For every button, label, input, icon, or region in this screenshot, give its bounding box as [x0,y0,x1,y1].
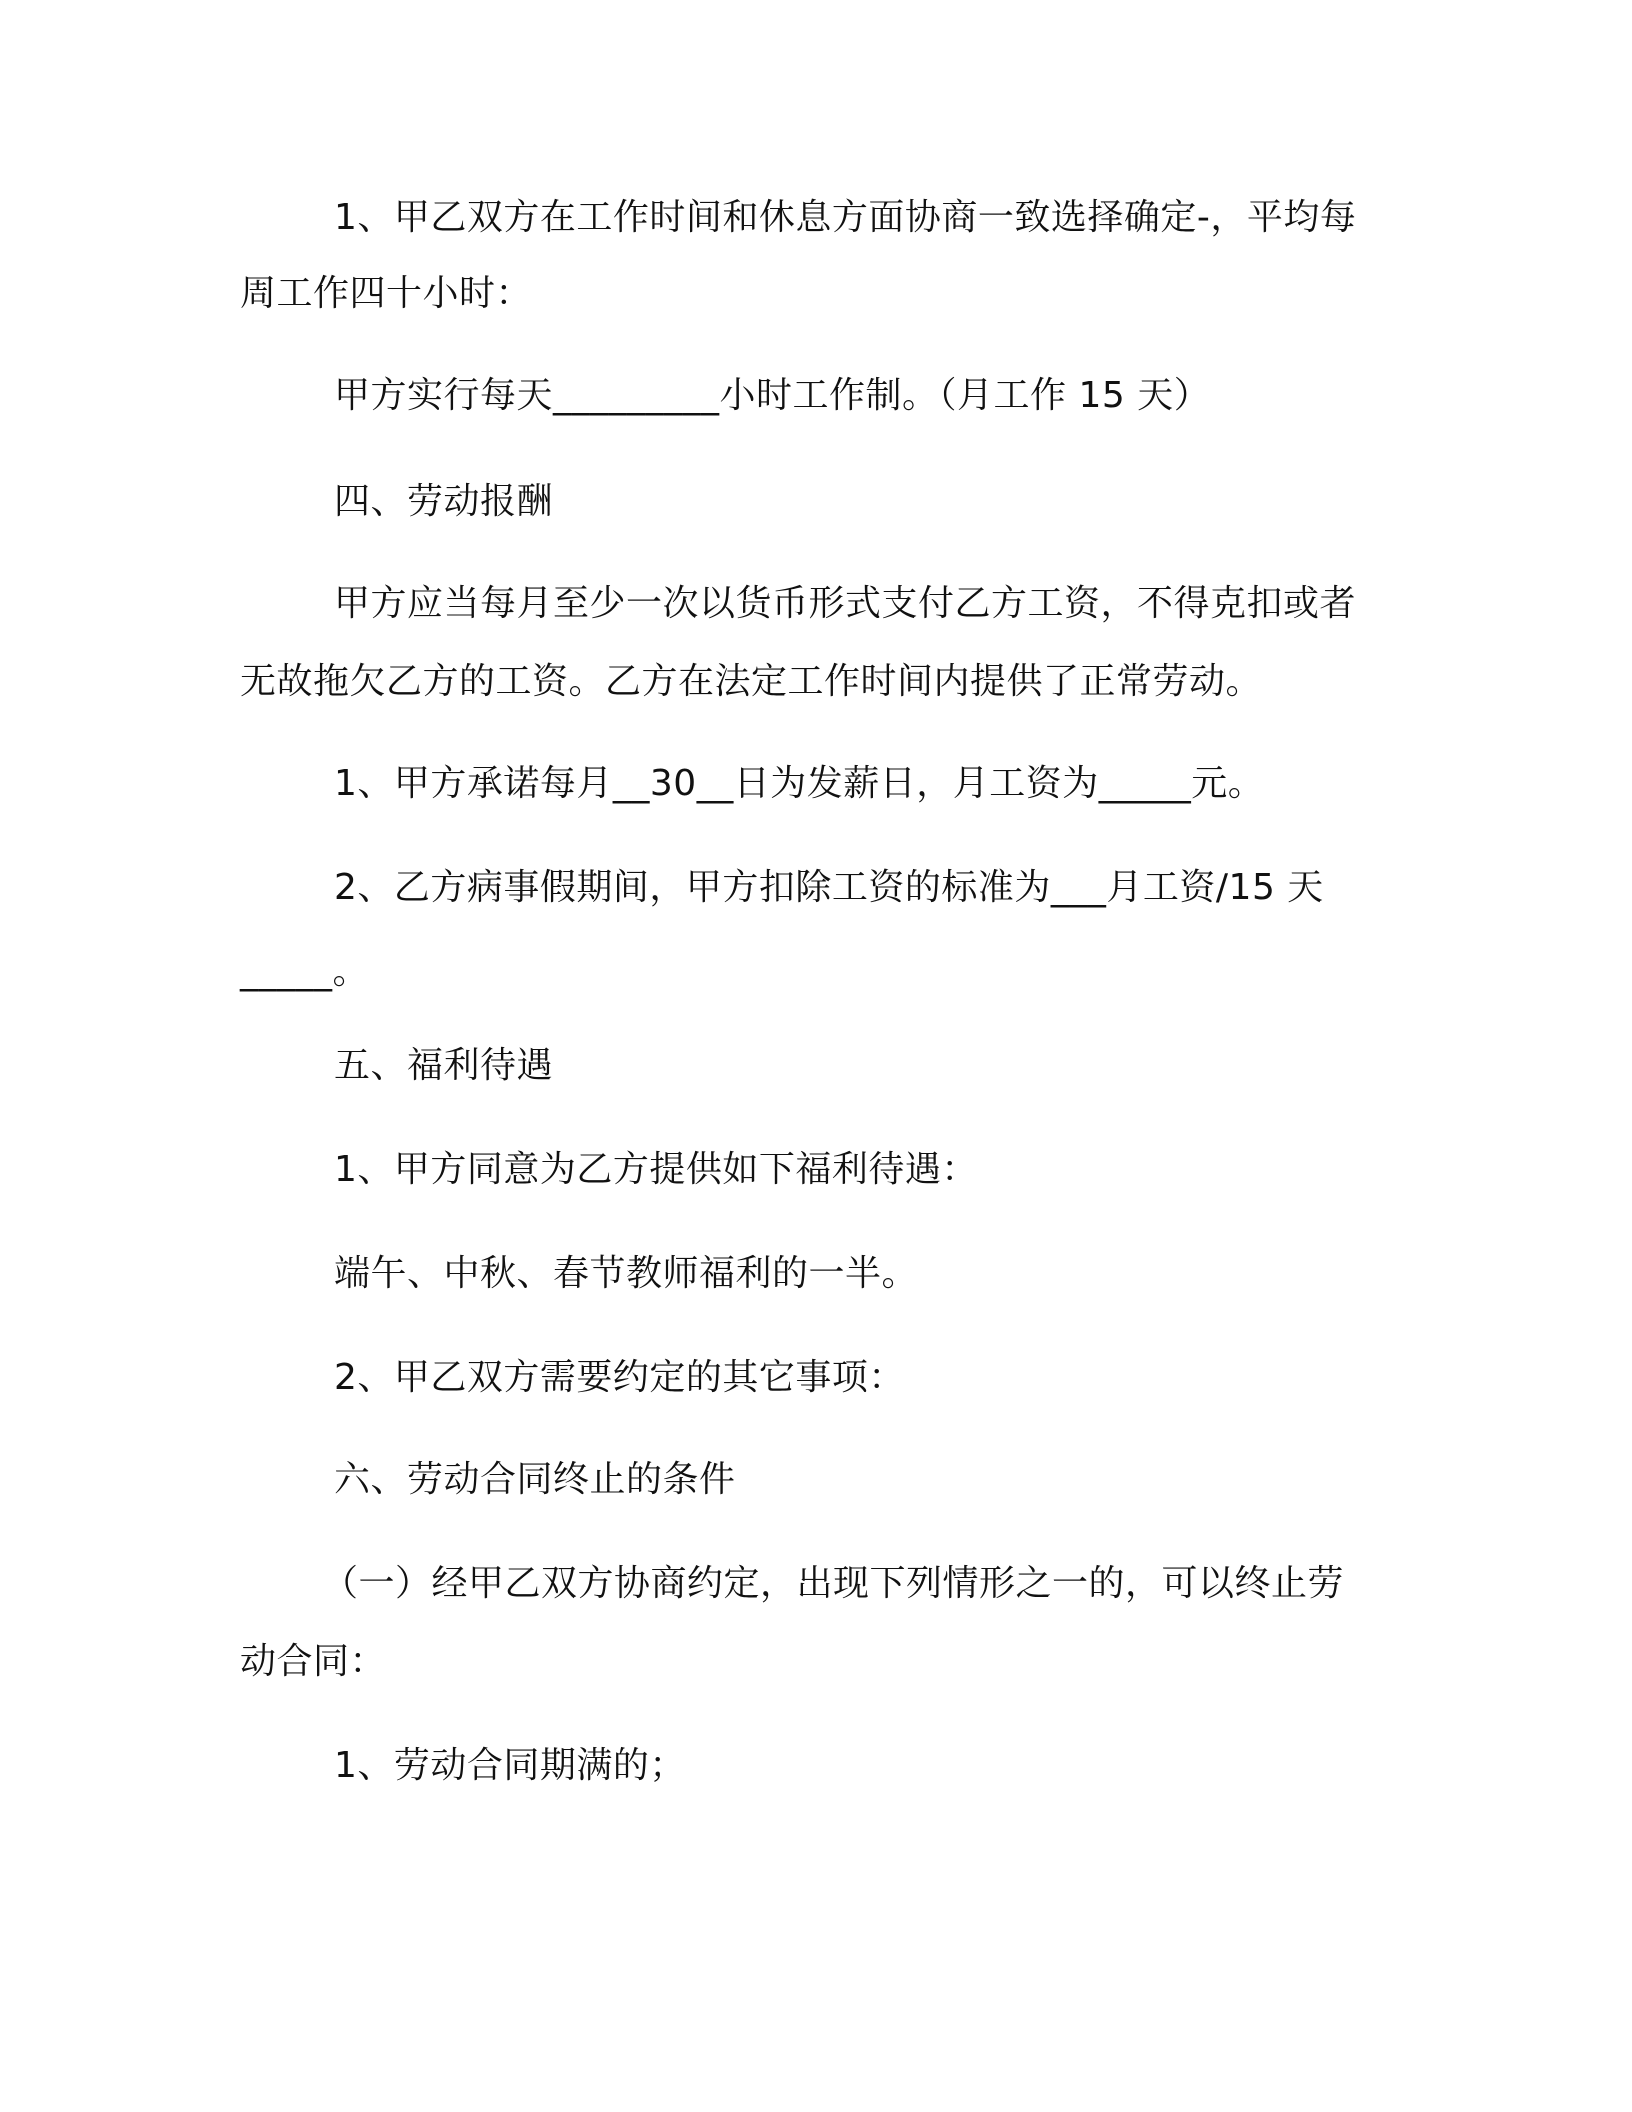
paragraph-termination-conditions-line-2: 动合同： [240,1641,387,1682]
section-heading-benefits: 五、福利待遇 [334,1045,554,1086]
list-item-contract-expiry: 1、劳动合同期满的； [334,1745,686,1786]
paragraph-festival-benefits: 端午、中秋、春节教师福利的一半。 [334,1253,919,1294]
paragraph-daily-hours: 甲方实行每天_________小时工作制。（月工作 15 天） [334,375,1211,416]
paragraph-benefits-intro: 1、甲方同意为乙方提供如下福利待遇： [334,1149,978,1190]
section-heading-remuneration: 四、劳动报酬 [334,481,554,522]
section-heading-termination: 六、劳动合同终止的条件 [334,1459,736,1500]
paragraph-salary-payment-line-1: 甲方应当每月至少一次以货币形式支付乙方工资，不得克扣或者 [334,583,1357,624]
paragraph-leave-deduction-line-1: 2、乙方病事假期间，甲方扣除工资的标准为___月工资/15 天 [334,867,1324,908]
paragraph-payday: 1、甲方承诺每月__30__日为发薪日，月工资为_____元。 [334,763,1265,804]
paragraph-leave-deduction-line-2: _____。 [240,951,370,992]
paragraph-work-hours-line-2: 周工作四十小时： [240,273,533,314]
paragraph-work-hours-line-1: 1、甲乙双方在工作时间和休息方面协商一致选择确定-，平均每 [334,197,1357,238]
paragraph-termination-conditions-line-1: （一）经甲乙双方协商约定，出现下列情形之一的，可以终止劳 [322,1563,1345,1604]
paragraph-other-matters: 2、甲乙双方需要约定的其它事项： [334,1357,905,1398]
paragraph-salary-payment-line-2: 无故拖欠乙方的工资。乙方在法定工作时间内提供了正常劳动。 [240,661,1263,702]
